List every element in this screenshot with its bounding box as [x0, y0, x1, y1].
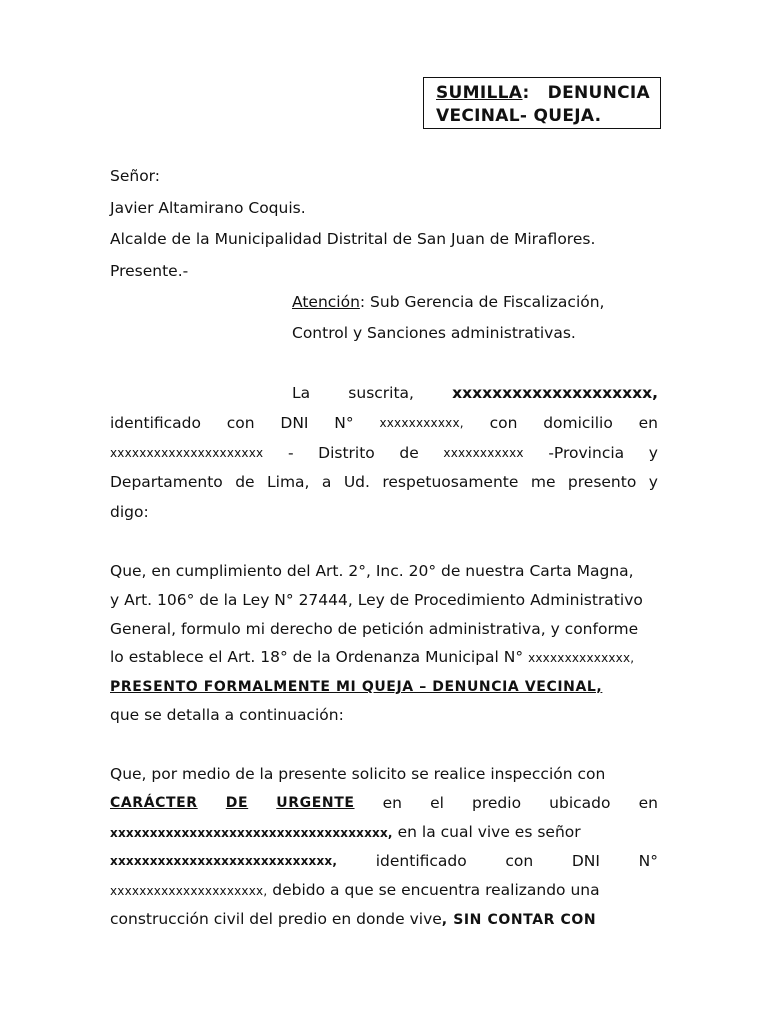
- para3-line6: construcción civil del predio en donde vive, SIN CONTAR CON: [110, 910, 597, 928]
- para2-line3: General, formulo mi derecho de petición administrativa, y conforme: [110, 620, 639, 638]
- attention-label: Atención: [292, 293, 360, 311]
- sumilla-box: [423, 77, 661, 129]
- para3-line5: xxxxxxxxxxxxxxxxxxxxx, debido a que se encuentra realizando una: [110, 881, 600, 899]
- para2-line6: que se detalla a continuación:: [110, 706, 344, 724]
- attention-line1: Atención: Sub Gerencia de Fiscalización,: [292, 293, 605, 311]
- para1-line3: xxxxxxxxxxxxxxxxxxxxx - Distrito de xxxxxxxxxxx -Provincia y: [110, 444, 658, 462]
- para3-line3: xxxxxxxxxxxxxxxxxxxxxxxxxxxxxxxxxxx, en la cual vive es señor: [110, 823, 581, 841]
- para2-line4: lo establece el Art. 18° de la Ordenanza Municipal N° xxxxxxxxxxxxxx,: [110, 648, 635, 666]
- sumilla-line1: [436, 82, 650, 105]
- para1-line1: La suscrita, xxxxxxxxxxxxxxxxxxxx,: [292, 384, 658, 402]
- sumilla-label: SUMILLA:: [436, 83, 530, 103]
- para2-line5-queja: PRESENTO FORMALMENTE MI QUEJA – DENUNCIA VECINAL,: [110, 679, 603, 695]
- attention-line2: Control y Sanciones administrativas.: [292, 324, 576, 342]
- presente: Presente.-: [110, 262, 189, 280]
- para1-line2: identificado con DNI N° xxxxxxxxxxx, con domicilio en: [110, 414, 658, 432]
- sumilla-word1: DENUNCIA: [547, 83, 650, 103]
- para3-line4: xxxxxxxxxxxxxxxxxxxxxxxxxxxx, identificado con DNI N°: [110, 852, 658, 870]
- para3-line1: Que, por medio de la presente solicito se realice inspección con: [110, 765, 606, 783]
- para3-line2: CARÁCTER DE URGENTE en el predio ubicado en: [110, 794, 658, 812]
- para2-line1: Que, en cumplimiento del Art. 2°, Inc. 20° de nuestra Carta Magna,: [110, 562, 634, 580]
- salutation: Señor:: [110, 167, 161, 185]
- para2-line2: y Art. 106° de la Ley N° 27444, Ley de Procedimiento Administrativo: [110, 591, 643, 609]
- addressee-position: Alcalde de la Municipalidad Distrital de San Juan de Miraflores.: [110, 230, 596, 248]
- para1-line4: Departamento de Lima, a Ud. respetuosamente me presento y: [110, 473, 658, 491]
- sumilla-line2: VECINAL- QUEJA.: [436, 106, 602, 126]
- para1-line5: digo:: [110, 503, 149, 521]
- addressee-name: Javier Altamirano Coquis.: [110, 199, 306, 217]
